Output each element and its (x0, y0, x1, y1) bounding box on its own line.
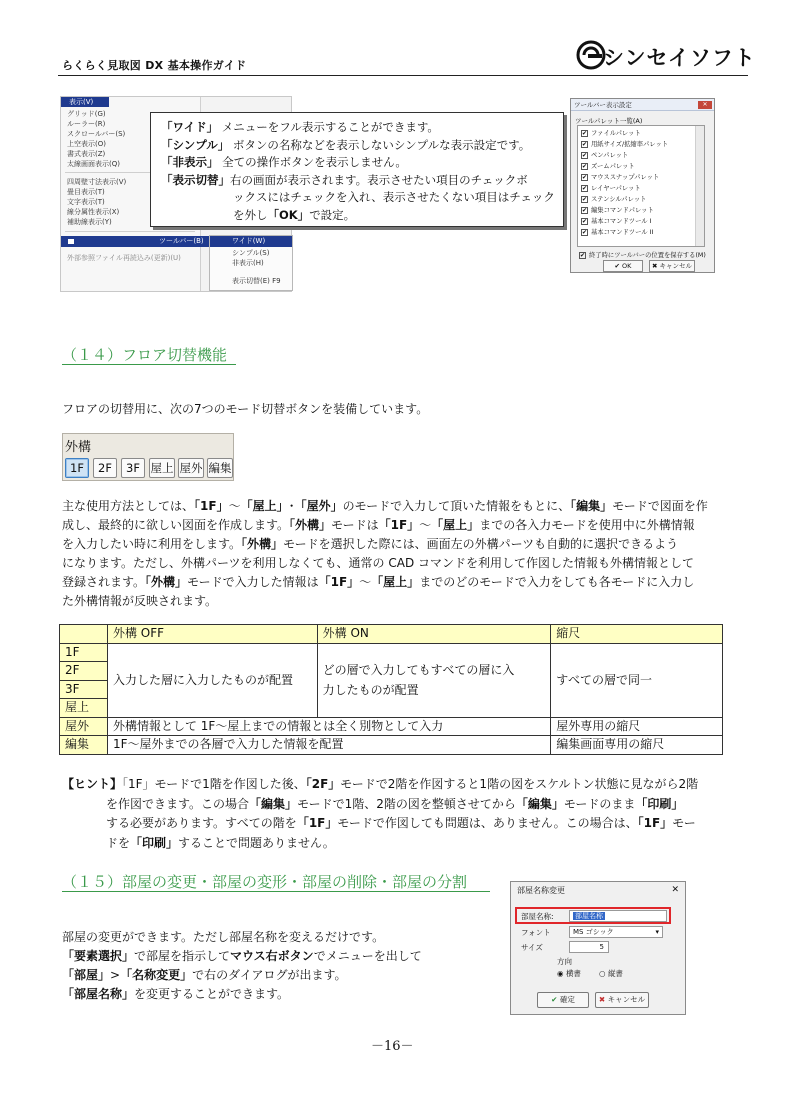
toolbar-settings-dialog (570, 98, 715, 273)
text-span: のモードで入力して頂いた情報をもとに、 (342, 499, 571, 513)
text-span: でメニューを出して (313, 949, 422, 963)
table-header-row (60, 625, 723, 644)
menu-item-text[interactable]: 文字表示(T) (67, 198, 105, 206)
term: 「外構」 (289, 518, 332, 532)
paragraph-line (62, 516, 724, 535)
button-label: キャンセル (607, 995, 646, 1004)
text-span: を作図できます。この場合 (106, 796, 250, 811)
text-span: モードで1階、2階の図を整頓させてから (297, 796, 516, 811)
row-label: 屋上 (60, 699, 108, 718)
term: 「屋上」 (371, 575, 420, 589)
palette-item[interactable] (581, 139, 668, 150)
hint-line (62, 814, 726, 834)
callout-term: 「シンプル」 (161, 137, 230, 152)
term: 「編集」 (570, 499, 613, 513)
size-label: サイズ (521, 943, 543, 952)
row-label: 屋外 (60, 717, 108, 736)
row-label: 1F (60, 643, 108, 662)
callout-term: 「非表示」 (161, 155, 219, 170)
hint-line (62, 795, 726, 815)
save-position-option[interactable] (579, 250, 706, 259)
menu-item-reread[interactable]: 外部参照ファイル再読込み(更新)(U) (67, 254, 181, 262)
paragraph-line (62, 966, 502, 985)
section-heading-rule (62, 891, 490, 892)
cancel-button[interactable]: ✖ キャンセル (649, 260, 695, 272)
text-span: 登録されます。 (62, 575, 146, 589)
room-name-dialog (510, 881, 686, 1015)
text-span: で右のダイアログが出ます。 (192, 968, 347, 982)
text-span: ･ (288, 499, 295, 513)
term: 「1F」 (378, 518, 420, 532)
palette-item[interactable] (581, 128, 641, 139)
text-span: することで問題ありません。 (178, 835, 335, 850)
term: 「1F」 (296, 816, 338, 830)
checkbox-checked-icon[interactable]: ✔ (582, 140, 588, 148)
text-span: 主な使用方法としては、 (62, 499, 195, 513)
checkbox-checked-icon[interactable]: ✔ (582, 184, 588, 192)
vertical-radio[interactable] (599, 968, 623, 979)
menu-item-format[interactable]: 書式表示(Z) (67, 150, 106, 158)
radio-label: 縦書 (607, 969, 623, 978)
text-span: モードで図面を作 (612, 499, 708, 513)
row-label: 編集 (60, 736, 108, 755)
submenu-item-toggle[interactable]: 表示切替(E) F9 (232, 277, 281, 285)
paragraph-line (62, 497, 724, 516)
term: 「編集」 (249, 796, 298, 811)
palette-label: ペンパレット (591, 152, 629, 159)
term: 「屋外」 (294, 499, 343, 513)
palette-item[interactable] (581, 172, 659, 183)
radio-label: 横書 (565, 969, 581, 978)
palette-label: マウススナップパレット (591, 174, 660, 181)
room-name-label: 部屋名称: (521, 912, 554, 921)
term: 「1F」 (122, 777, 155, 791)
list-scrollbar[interactable] (695, 126, 704, 246)
table-cell: 外構情報として 1F～屋上までの情報とは全く別物として入力 (107, 717, 550, 736)
menu-item-toolbar[interactable]: ツールバー(B) (61, 236, 211, 247)
room-name-value: 部屋名称 (575, 912, 603, 920)
floor-mode-table (59, 624, 723, 755)
submenu-item-simple[interactable]: シンプル(S) (232, 249, 270, 257)
term: 「印刷」 (130, 835, 179, 850)
text-span: モードは (331, 518, 379, 532)
callout-line (161, 172, 553, 190)
text-span: モードを選択した際には、画面左の外構パーツも自動的に選択できるよう (283, 537, 679, 551)
direction-label: 方向 (557, 957, 572, 966)
cell-line: どの層で入力してもすべての層に入 (322, 663, 515, 677)
mode-button-2f[interactable]: 2F (93, 458, 117, 478)
section-heading-floor-switch: （１４）フロア切替機能 (62, 346, 228, 364)
checkbox-checked-icon[interactable]: ✔ (582, 162, 588, 170)
close-icon[interactable]: ✕ (698, 101, 712, 109)
term: 「部屋」 (62, 968, 111, 982)
paragraph-line (62, 985, 502, 1004)
text-span: を入力したい時に利用をします。 (62, 537, 242, 551)
dialog-title: ツールバー表示設定 (571, 99, 714, 111)
logo-mark-icon (576, 40, 606, 70)
section-intro: フロアの切替用に、次の7つのモード切替ボタンを装備しています。 (62, 402, 429, 416)
term: 「部屋名称」 (62, 987, 135, 1001)
text-span: を変更することができます。 (134, 987, 290, 1001)
palette-label: レイヤーパレット (591, 185, 641, 192)
paragraph-line: た外構情報が反映されます。 (62, 594, 218, 608)
menu-item-overview[interactable]: 上空表示(O) (67, 140, 106, 148)
text-span: で部屋を指示して (134, 949, 231, 963)
text-span: する必要があります。すべての階を (106, 816, 297, 830)
paragraph-line: 部屋の変更ができます。ただし部屋名称を変えるだけです。 (62, 930, 385, 944)
callout-text: を外し (233, 207, 268, 222)
term: 「外構」 (145, 575, 188, 589)
table-header (60, 625, 108, 644)
palette-item[interactable] (581, 183, 641, 194)
text-span: までの各入力モードを使用中に外構情報 (479, 518, 695, 532)
text-span: モードで1階を作図した後、 (154, 777, 306, 791)
palette-label: ファイルパレット (591, 130, 641, 137)
palette-label: 基本コマンドツール II (591, 229, 654, 236)
paragraph-line (62, 947, 502, 966)
callout-line (161, 119, 553, 137)
table-row (60, 736, 723, 755)
section-heading-room-change: （１５）部屋の変更・部屋の変形・部屋の削除・部屋の分割 (62, 873, 468, 891)
mode-button-3f[interactable]: 3F (121, 458, 145, 478)
callout-term: 「ワイド」 (161, 120, 219, 134)
horizontal-radio[interactable] (557, 968, 581, 979)
text-span: ドを (106, 835, 131, 850)
document-title: らくらく見取図 DX 基本操作ガイド (62, 59, 247, 72)
table-header: 外構 ON (317, 625, 551, 644)
checkbox-checked-icon[interactable]: ✔ (582, 151, 588, 159)
table-cell: 1F～屋外までの各層で入力した情報を配置 (107, 736, 550, 755)
term: 「1F」 (637, 816, 673, 830)
mode-button-outdoor[interactable]: 屋外 (178, 458, 204, 478)
palette-list[interactable] (577, 125, 705, 247)
text-span: モー (672, 816, 696, 830)
font-label: フォント (521, 928, 551, 937)
logo-text: シンセイソフト (603, 46, 756, 70)
palette-label: ステンシルパレット (591, 196, 647, 203)
mode-button-roof[interactable]: 屋上 (149, 458, 175, 478)
table-cell (317, 643, 551, 717)
row-label: 3F (60, 680, 108, 699)
text-span: ～ (419, 518, 432, 532)
close-icon[interactable]: ✕ (671, 885, 679, 895)
paragraph-line (62, 573, 724, 592)
hint-line (62, 775, 726, 795)
text-span: までのどのモードで入力をしても各モードに入力し (419, 575, 695, 589)
table-cell: 屋外専用の縮尺 (551, 717, 723, 736)
table-row (60, 643, 723, 662)
callout-line (161, 137, 553, 155)
term: 「要素選択」 (62, 949, 135, 963)
palette-item[interactable] (581, 216, 651, 227)
mode-button-edit[interactable]: 編集 (207, 458, 233, 478)
hint-line (62, 834, 726, 854)
text-span: モードで入力した情報は (187, 575, 319, 589)
palette-label: 基本コマンドツール I (591, 218, 652, 225)
paragraph-line (62, 535, 724, 554)
term: 「印刷」 (635, 796, 684, 811)
hint-block (62, 775, 726, 853)
checkbox-checked-icon[interactable]: ✔ (582, 217, 588, 225)
term: 「2F」 (305, 777, 341, 791)
checkbox-checked-icon[interactable]: ✔ (582, 173, 588, 181)
palette-label: 編集コマンドパレット (591, 207, 654, 214)
size-input[interactable]: 5 (569, 941, 609, 953)
checkbox-checked-icon[interactable]: ✔ (582, 129, 588, 137)
save-position-label: 終了時にツールバーの位置を保存する(M) (589, 252, 706, 259)
header-rule (58, 75, 748, 76)
callout-text: で設定。 (309, 207, 356, 222)
menu-item-scrollbar[interactable]: スクロールバー(S) (67, 130, 126, 138)
radio-empty-icon[interactable]: ○ (599, 969, 606, 978)
table-cell: 入力した層に入力したものが配置 (107, 643, 317, 717)
table-row (60, 717, 723, 736)
menu-item-aux-line[interactable]: 補助線表示(Y) (67, 218, 112, 226)
room-name-input[interactable] (569, 910, 667, 922)
toolbar-mode-callout (150, 112, 564, 227)
floor-mode-toolbar (62, 433, 234, 481)
text-span: モードのまま (563, 796, 636, 811)
checkbox-checked-icon[interactable]: ✔ (582, 206, 588, 214)
term: 「屋上」 (240, 499, 289, 513)
checkbox-checked-icon[interactable]: ✔ (580, 251, 586, 259)
paragraph-line: になります。ただし、外構パーツを利用しなくても、通常の CAD コマンドを利用して作図した情報も外構情報として (62, 556, 695, 570)
callout-text: メニューをフル表示することができます。 (218, 120, 439, 134)
room-change-paragraph (62, 928, 502, 1004)
palette-label: 用紙サイズ/拡縮率パレット (591, 141, 669, 148)
callout-line (161, 154, 553, 172)
text-span: モードで2階を作図すると1階の図をスケルトン状態に見ながら2階 (340, 777, 699, 791)
section-heading-rule (62, 364, 236, 365)
callout-text: 全ての操作ボタンを表示しません。 (218, 155, 407, 170)
dialog-title: 部屋名称変更 (517, 886, 565, 895)
palette-item[interactable] (581, 194, 646, 205)
check-icon: ✔ (551, 995, 558, 1004)
submenu-item-hidden[interactable]: 非表示(H) (232, 259, 264, 267)
palette-item[interactable] (581, 161, 635, 172)
menu-item-line-attr[interactable]: 線分属性表示(X) (67, 208, 120, 216)
term: マウス右ボタン (230, 949, 314, 963)
table-header: 縮尺 (551, 625, 723, 644)
text-span: > (110, 968, 121, 982)
term: 「名称変更」 (120, 968, 193, 982)
cross-icon: ✖ (598, 995, 606, 1004)
menu-item-ruler[interactable]: ルーラー(R) (67, 120, 106, 128)
font-select[interactable] (569, 926, 663, 938)
table-header: 外構 OFF (107, 625, 317, 644)
menu-item-wall-dimension[interactable]: 四周壁寸法表示(V) (67, 178, 127, 186)
text-span: 成し、最終的に欲しい図面を作成します。 (62, 518, 290, 532)
menu-item-grid[interactable]: グリッド(G) (67, 110, 106, 118)
cancel-button[interactable] (595, 992, 649, 1008)
callout-text: ックスにはチェックを入れ、表示させたくない項目はチェック (233, 190, 555, 205)
menu-separator (65, 231, 195, 232)
text-span: ～ (359, 575, 372, 589)
term: 「1F」 (194, 499, 229, 513)
callout-text: ボタンの名称などを表示しないシンプルな表示設定です。 (229, 137, 531, 152)
palette-item[interactable] (581, 205, 654, 216)
submenu-item-wide[interactable]: ワイド(W) (232, 237, 266, 245)
palette-item[interactable] (581, 150, 628, 161)
usage-paragraph (62, 497, 724, 611)
callout-term: 「OK」 (267, 207, 310, 222)
checkbox-checked-icon[interactable]: ✔ (582, 228, 588, 236)
hint-label: 【ヒント】 (62, 777, 123, 791)
menu-item-view[interactable]: 表示(V) (61, 97, 109, 107)
exterior-mode-label: 外構 (65, 440, 92, 455)
menu-item-tatami[interactable]: 畳目表示(T) (67, 188, 105, 196)
font-value: MS ゴシック (573, 928, 614, 936)
ok-button[interactable] (537, 992, 589, 1008)
toolbar-icon (67, 238, 75, 245)
page-number: －16－ (371, 1039, 414, 1054)
palette-label: ズームパレット (591, 163, 635, 170)
toolbar-submenu (209, 235, 293, 291)
term: 「1F」 (318, 575, 360, 589)
term: 「編集」 (515, 796, 564, 811)
ok-button[interactable]: ✔ OK (603, 260, 643, 272)
menu-item-thickline[interactable]: 太線画面表示(Q) (67, 160, 120, 168)
table-cell: 編集画面専用の縮尺 (551, 736, 723, 755)
callout-term: 「表示切替」 (161, 172, 230, 187)
term: 「外構」 (241, 537, 284, 551)
text-span: モードで作図しても問題は、ありません。この場合は、 (337, 816, 638, 830)
cell-line: 力したものが配置 (322, 683, 419, 697)
mode-button-1f[interactable]: 1F (65, 458, 89, 478)
palette-item[interactable] (581, 227, 653, 238)
term: 「屋上」 (431, 518, 480, 532)
checkbox-checked-icon[interactable]: ✔ (582, 195, 588, 203)
callout-line (161, 189, 553, 207)
button-label: 確定 (559, 995, 575, 1004)
palette-list-label: ツールパレット一覧(A) (575, 117, 643, 125)
callout-text: 右の画面が表示されます。表示させたい項目のチェックボ (230, 172, 528, 187)
table-cell: すべての層で同一 (551, 643, 723, 717)
radio-selected-icon[interactable]: ◉ (557, 969, 564, 978)
text-span: ～ (228, 499, 241, 513)
callout-line (161, 207, 553, 225)
row-label: 2F (60, 662, 108, 681)
chevron-down-icon: ▾ (655, 928, 659, 936)
